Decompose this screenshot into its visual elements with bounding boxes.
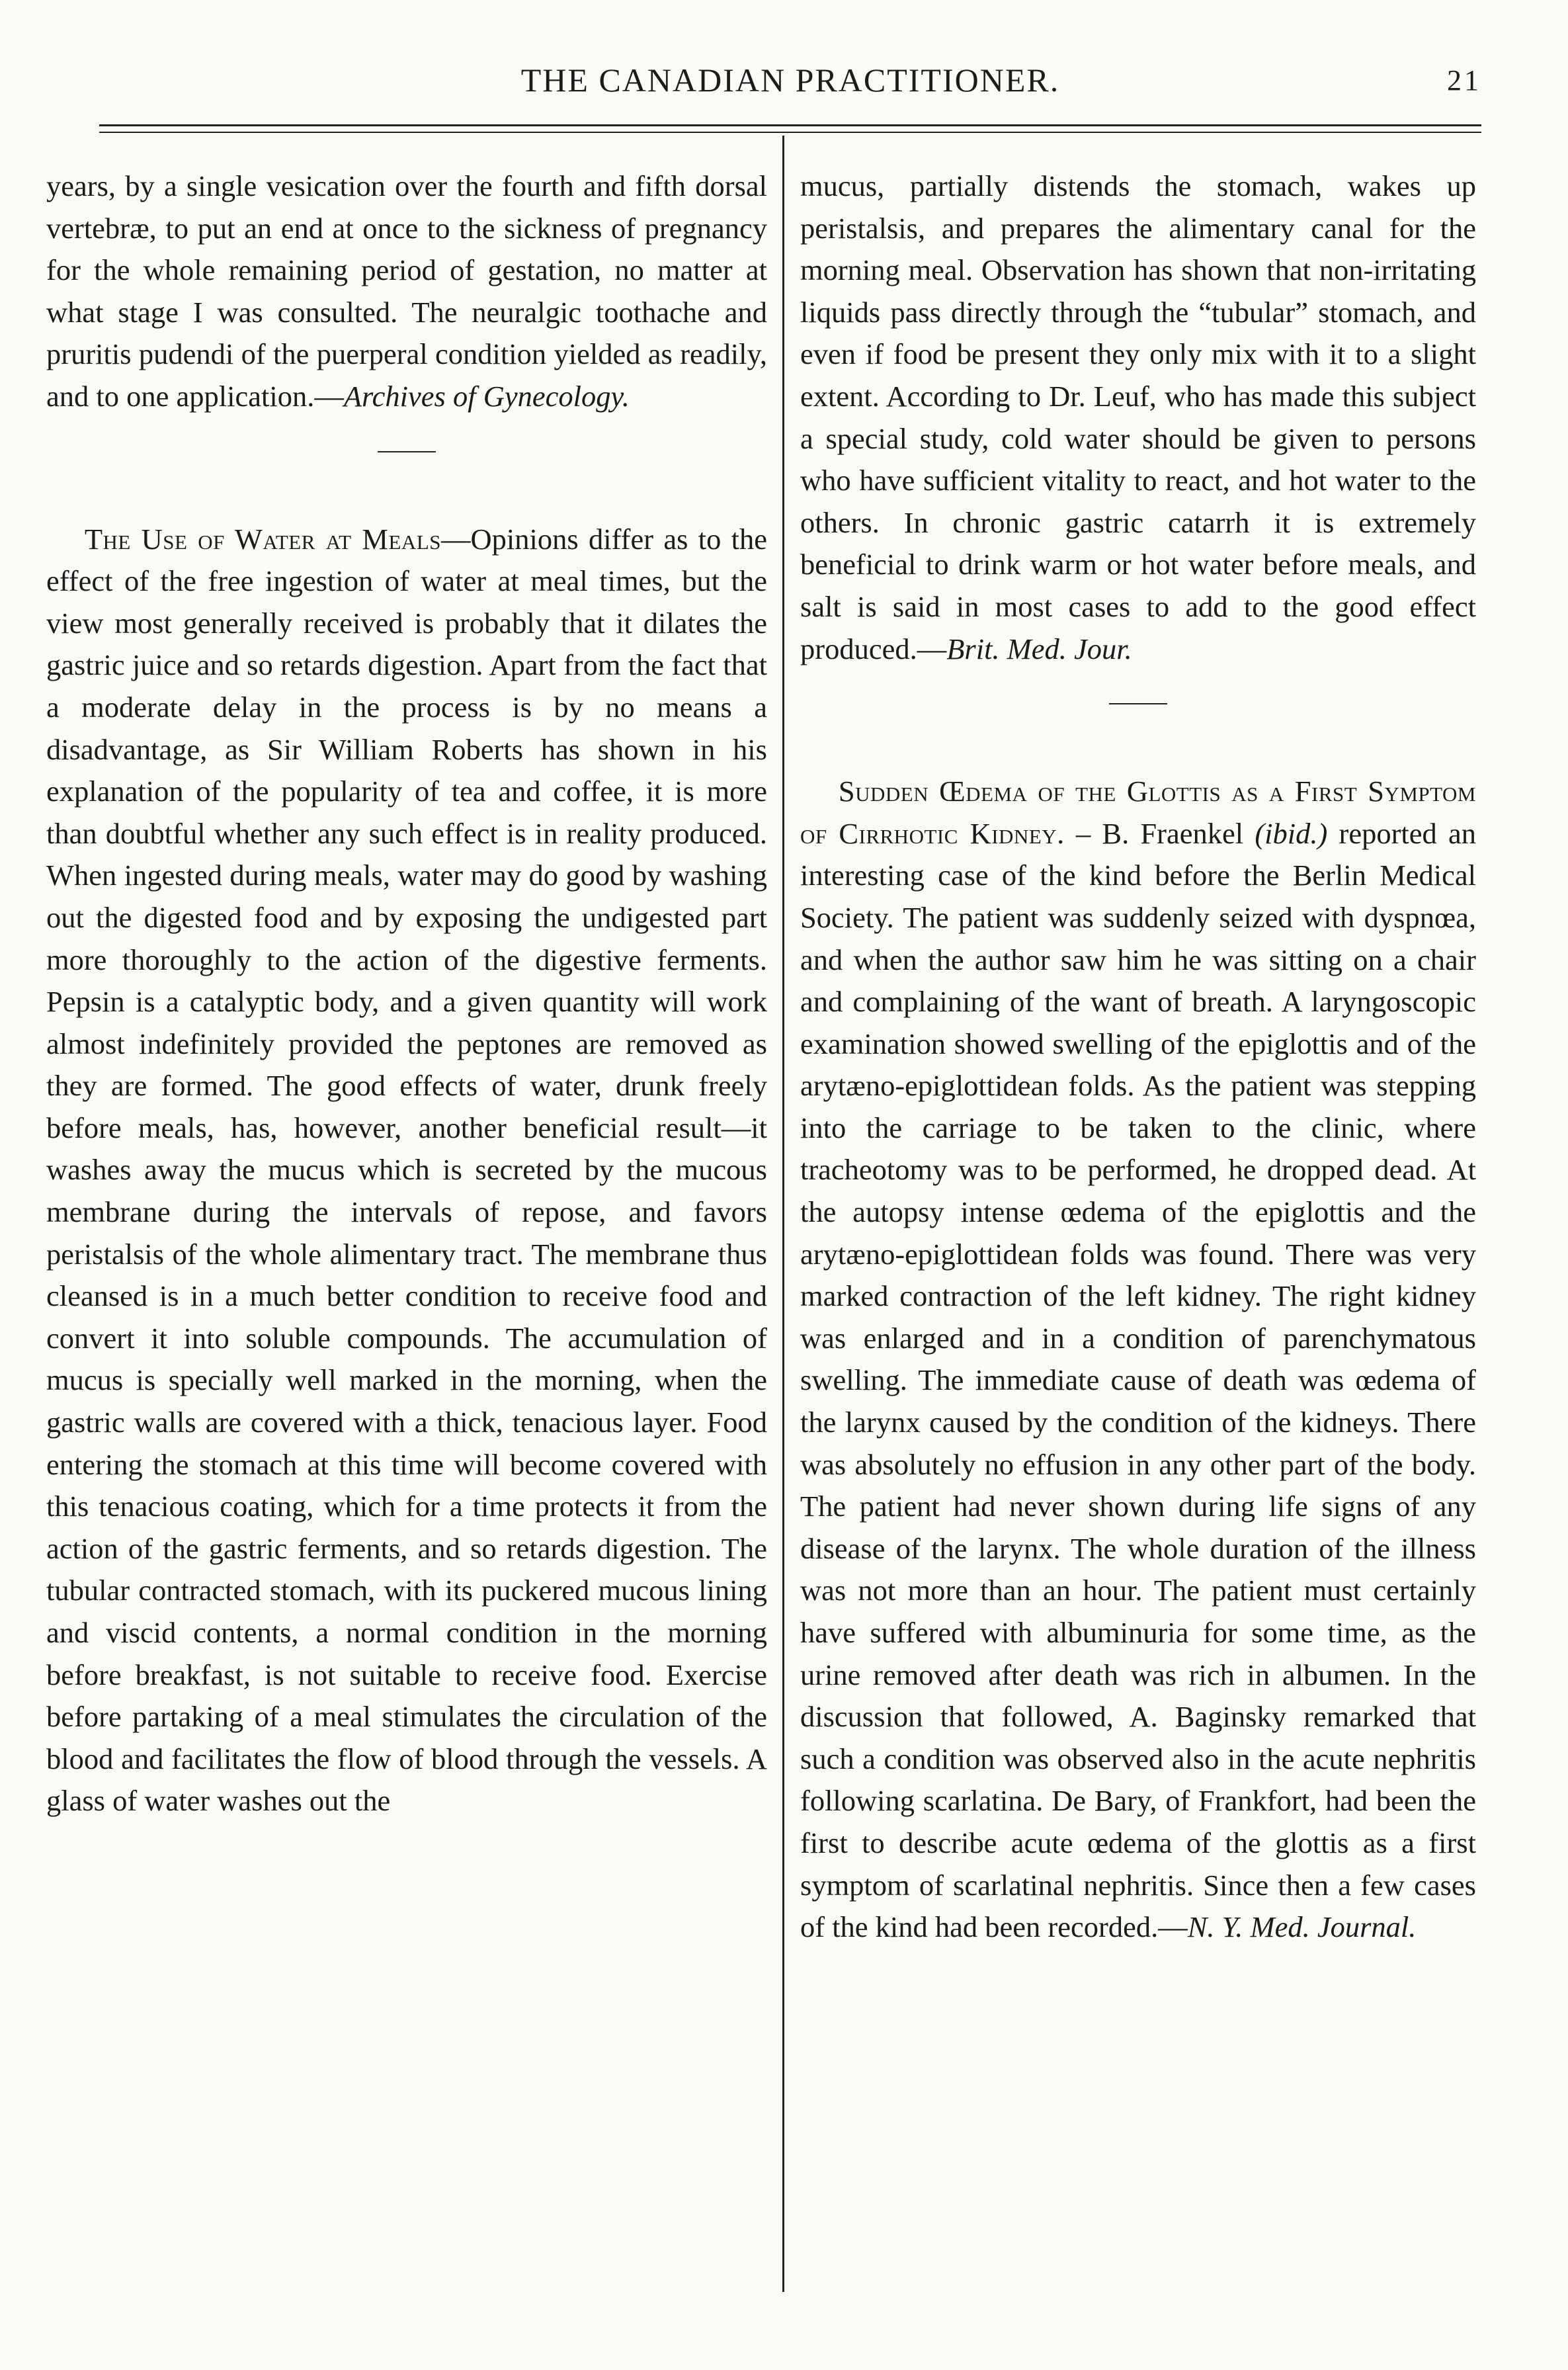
source-citation: Archives of Gynecology.	[343, 379, 630, 413]
article-separator	[378, 451, 436, 452]
article-continuation-paragraph	[800, 165, 1476, 670]
paragraph-text: years, by a single vesication over the fourth and fifth dorsal vertebræ, to put an end at once to the sickness of pregnancy for the whole remaining period of gestation, no matter at what stage I was consulted. The neuralgic toothache and pruritis pudendi of the puerperal condition yielded as readily, and to one application.—	[46, 169, 767, 413]
paragraph-text: mucus, partially distends the stomach, wakes up peristalsis, and prepares the alimentary canal for the morning meal. Observation has shown that non-irritating liquids pass directly through the “tubular” stomach, and even if food be present they only mix with it to a slight extent. According to Dr. Leuf, who has made this subject a special study, cold water should be given to persons who have sufficient vitality to react, and hot water to the others. In chronic gastric catarrh it is extremely beneficial to drink warm or hot water before meals, and salt is said in most cases to add to the good effect produced.—	[800, 169, 1476, 665]
article-body: reported an interesting case of the kind before the Berlin Medical Society. The patient was suddenly seized with dyspnœa, and when the author saw him he was sitting on a chair and complaining of the want of breath. A laryngoscopic examination showed swelling of the epiglottis and of the arytæno-epiglottidean folds. As the patient was stepping into the carriage to be taken to the clinic, where tracheotomy was to be performed, he dropped dead. At the autopsy intense œdema of the epiglottis and the arytæno-epiglottidean folds was found. There was very marked contraction of the left kidney. The right kidney was enlarged and in a condition of parenchymatous swelling. The immediate cause of death was œdema of the larynx caused by the condition of the kidneys. There was absolutely no effusion in any other part of the body. The patient had never shown during life signs of any disease of the larynx. The whole duration of the illness was not more than an hour. The patient must certainly have suffered with albuminuria for some time, as the urine removed after death was rich in albumen. In the discussion that followed, A. Baginsky remarked that such a condition was observed also in the acute nephritis following scarlatina. De Bary, of Frankfort, had been the first to describe acute œdema of the glottis as a first symptom of scarlatinal nephritis. Since then a few cases of the kind had been recorded.—	[800, 816, 1476, 1944]
article-oedema-glottis	[800, 771, 1476, 1949]
running-head	[99, 61, 1481, 107]
page-number: 21	[1447, 64, 1481, 97]
column-divider	[782, 136, 784, 2292]
article-continuation-paragraph	[46, 165, 767, 418]
header-rule-thick	[99, 124, 1481, 126]
source-citation: Brit. Med. Jour.	[946, 632, 1132, 665]
source-citation: N. Y. Med. Journal.	[1187, 1910, 1417, 1944]
article-water-at-meals	[46, 519, 767, 1822]
header-rule-thin	[99, 132, 1481, 133]
article-author: – B. Fraenkel	[1064, 816, 1255, 850]
journal-title: THE CANADIAN PRACTITIONER.	[520, 62, 1060, 99]
article-separator	[1109, 703, 1167, 704]
article-title: The Use of Water at Meals	[84, 522, 441, 556]
article-title: Sudden Œdema of the Glottis as a First Symptom of Cirrhotic Kidney.	[800, 775, 1476, 850]
right-column	[800, 165, 1476, 1949]
left-column	[46, 165, 767, 1822]
article-body: —Opinions differ as to the effect of the free ingestion of water at meal times, but the view most generally received is probably that it dilates the gastric juice and so retards digestion. Apart from the fact that a moderate delay in the process is by no means a disadvantage, as Sir William Roberts has shown in his explanation of the popularity of tea and coffee, it is more than doubtful whether any such effect is in reality produced. When ingested during meals, water may do good by washing out the digested food and by exposing the undigested part more thoroughly to the action of the digestive ferments. Pepsin is a catalyptic body, and a given quantity will work almost indefinitely provided the peptones are removed as they are formed. The good effects of water, drunk freely before meals, has, however, another beneficial result—it washes away the mucus which is secreted by the mucous membrane during the intervals of repose, and favors peristalsis of the whole alimentary tract. The membrane thus cleansed is in a much better condition to receive food and convert it into soluble compounds. The accumulation of mucus is specially well marked in the morning, when the gastric walls are covered with a thick, tenacious layer. Food entering the stomach at this time will become covered with this tenacious coating, which for a time protects it from the action of the gastric ferments, and so retards digestion. The tubular contracted stomach, with its puckered mucous lining and viscid contents, a normal condition in the morning before breakfast, is not suitable to receive food. Exercise before partaking of a meal stimulates the circulation of the blood and facilitates the flow of blood through the vessels. A glass of water washes out the	[46, 522, 767, 1818]
ibid-reference: (ibid.)	[1255, 816, 1328, 850]
